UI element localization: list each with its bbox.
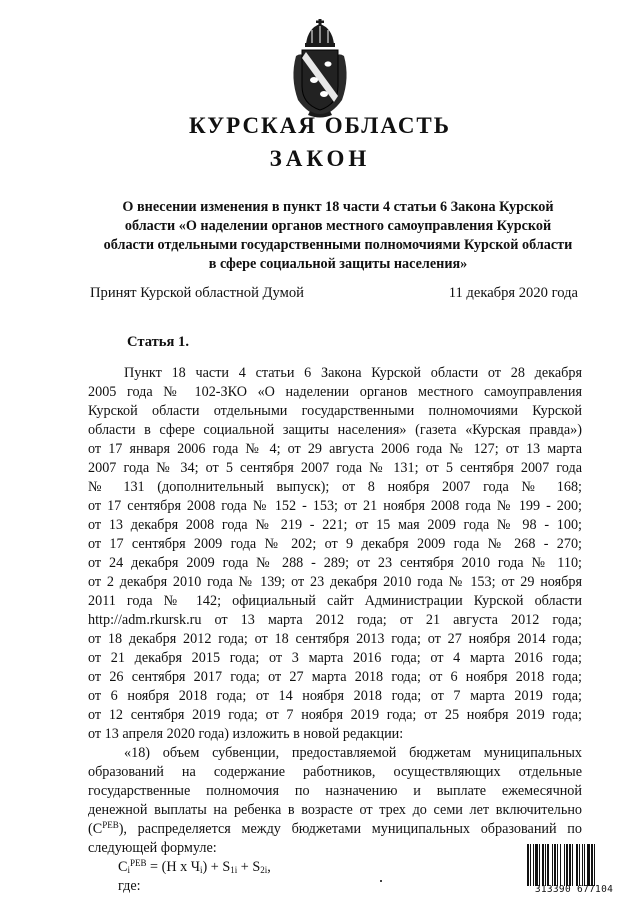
where-label: где:: [118, 878, 141, 894]
adoption-date: 11 декабря 2020 года: [448, 285, 578, 301]
formula-c-sub: i: [127, 865, 130, 875]
body-line: 2011 года № 142; официальный сайт Администрации Курской области: [88, 593, 582, 609]
formula-c: C: [118, 859, 128, 875]
barcode-number: 313390 677104: [534, 884, 614, 895]
body-line: от 2 декабря 2010 года № 139; от 23 декабря 2010 года № 153; от 29 ноября: [88, 574, 582, 590]
cpeb-rest: ), распределяется между бюджетами муниципальных образований по: [118, 821, 582, 837]
document-type: ЗАКОН: [269, 146, 371, 171]
body-line: http://adm.rkursk.ru от 13 марта 2012 года; от 21 августа 2012 года;: [88, 612, 582, 628]
region-name: КУРСКАЯ ОБЛАСТЬ: [189, 113, 451, 138]
body-line: Курской области отдельными государственными полномочиями Курской: [88, 403, 582, 419]
article-heading: Статья 1.: [127, 334, 189, 350]
formula-s2-sub: 2i: [260, 865, 268, 875]
body-line: от 17 сентября 2009 года № 202; от 9 декабря 2009 года № 268 - 270;: [88, 536, 582, 552]
subvention-formula: [88, 858, 582, 877]
body-line: «18) объем субвенции, предоставляемой бюджетам муниципальных: [124, 745, 582, 761]
cpeb-sup: PEB: [102, 820, 119, 830]
body-line: от 6 ноября 2018 года; от 14 ноября 2018 года; от 7 марта 2019 года;: [88, 688, 582, 704]
body-line-cpeb: [88, 820, 582, 839]
body-line: 2005 года № 102-ЗКО «О наделении органов местного самоуправления: [88, 384, 582, 400]
body-line: образований на содержание работников, осуществляющих отдельные: [88, 764, 582, 780]
title-line: области «О наделении органов местного самоуправления Курской: [124, 218, 552, 234]
formula-c-sup: PEB: [129, 858, 147, 868]
body-line: от 17 сентября 2008 года № 152 - 153; от 21 ноября 2008 года № 199 - 200;: [88, 498, 582, 514]
body-line: от 18 декабря 2012 года; от 18 сентября 2013 года; от 27 ноября 2014 года;: [88, 631, 582, 647]
body-line: от 13 апреля 2020 года) изложить в новой редакции:: [88, 726, 404, 742]
barcode: [526, 844, 622, 898]
adoption-line: [90, 285, 578, 305]
title-line: области отдельными государственными полномочиями Курской области: [103, 237, 573, 253]
formula-part: = (H х Ч: [146, 859, 200, 875]
coat-of-arms-icon: [288, 18, 352, 118]
scan-speck: [380, 880, 382, 882]
formula-part: ) + S: [202, 859, 231, 875]
body-line: денежной выплаты на ребенка в возрасте от трех до семи лет включительно: [88, 802, 582, 818]
barcode-icon: [526, 844, 622, 886]
body-line: от 21 декабря 2015 года; от 3 марта 2016 года; от 4 марта 2016 года;: [88, 650, 582, 666]
formula-part: ,: [267, 859, 271, 875]
body-line: государственные полномочия по назначению и выплате ежемесячной: [88, 783, 582, 799]
body-line: от 12 сентября 2019 года; от 7 ноября 2019 года; от 25 ноября 2019 года;: [88, 707, 582, 723]
body-line: области в сфере социальной защиты населения» (газета «Курская правда»): [88, 422, 582, 438]
body-line: от 24 декабря 2009 года № 288 - 289; от 23 сентября 2010 года № 110;: [88, 555, 582, 571]
formula-part: + S: [237, 859, 261, 875]
body-line: от 13 декабря 2008 года № 219 - 221; от 15 мая 2009 года № 98 - 100;: [88, 517, 582, 533]
body-line: от 26 сентября 2017 года; от 27 марта 2018 года; от 6 ноября 2018 года;: [88, 669, 582, 685]
title-line: в сфере социальной защиты населения»: [208, 256, 468, 272]
law-title: [98, 198, 578, 274]
formula-s1-sub: 1i: [230, 865, 238, 875]
body-line: следующей формуле:: [88, 840, 217, 856]
body-line: 2007 года № 34; от 5 сентября 2007 года № 131; от 5 сентября 2007 года: [88, 460, 582, 476]
article-body: [88, 364, 582, 896]
title-line: О внесении изменения в пункт 18 части 4 статьи 6 Закона Курской: [122, 199, 554, 215]
adopted-by: Принят Курской областной Думой: [90, 285, 304, 301]
body-line: № 131 (дополнительный выпуск); от 8 ноября 2007 года № 168;: [88, 479, 582, 495]
cpeb-open: (C: [88, 821, 103, 837]
body-line: Пункт 18 части 4 статьи 6 Закона Курской области от 28 декабря: [124, 365, 582, 381]
body-line: от 17 января 2006 года № 4; от 29 августа 2006 года № 127; от 13 марта: [88, 441, 582, 457]
formula-ch-sub: i: [199, 865, 203, 875]
